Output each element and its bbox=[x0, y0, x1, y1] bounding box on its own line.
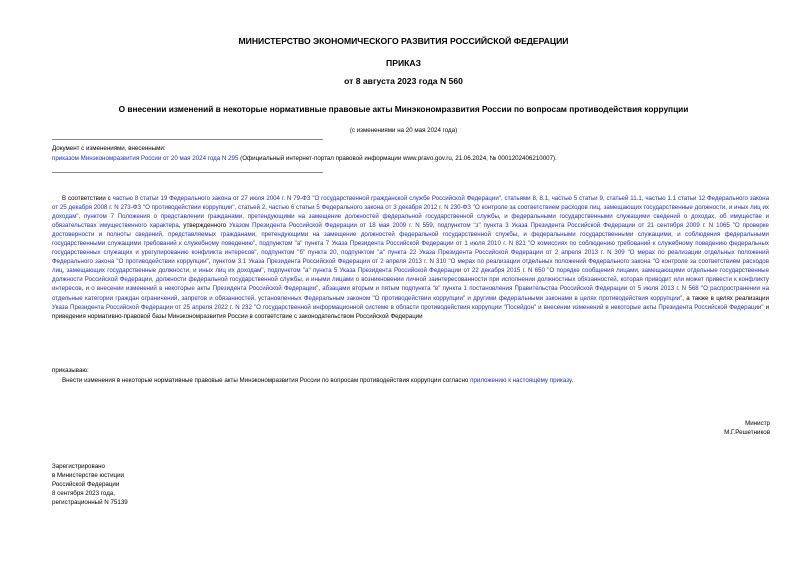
decree-232-link[interactable]: Указа Президента Российской Федерации от 25 апреля 2022 г. N 232 "О государственной информационной системе в области противодействия коррупции "Посейдон" и внесении изменений в некоторые акты Президента Российской Федерации" bbox=[52, 303, 764, 311]
registration-line: регистрационный N 75139 bbox=[52, 499, 128, 506]
preamble-text: , bbox=[208, 258, 213, 266]
revision-note: (с изменениями на 20 мая 2024 года) bbox=[349, 127, 458, 134]
decision-paragraph bbox=[62, 377, 573, 384]
preamble-text: В соответствии с bbox=[62, 195, 113, 202]
registration-line: Российской Федерации bbox=[52, 481, 120, 488]
decision-text: Внести изменения в некоторые нормативные правовые акты Минэкономразвития России по вопросам противодействия коррупции согласно bbox=[62, 377, 471, 384]
resolution-568-link[interactable]: абзацами вторым и пятым подпункта "в" пункта 1 постановления Правительства Российской Федерации от 5 июля 2013 г. N 568 "О распространении на отдельные категории граждан ограничений, запретов и обязанностей, установленных Федеральным законом "О противодействии коррупции" и другими федеральными законами в целях противодействия коррупции" bbox=[52, 285, 769, 302]
signature-block bbox=[660, 419, 770, 437]
signature-name: М.Г.Решетников bbox=[724, 429, 770, 436]
law-link[interactable]: частью 8 статьи 19 Федерального закона от 27 июля 2004 г. N 79-ФЗ "О государственной гражданской службе Российской Федерации", статьями 8, 8.1, частью 5 статьи 9, статьей 11.1, частью 1.1 статьи 12 Федерального закона от 25 декабря 2008 г. N 273-ФЗ "О противодействии коррупции", статьей 2, частью 6 статьи 5 Федерального закона от 3 декабря 2012 г. N 230-ФЗ "О контроле за соответствием расходов лиц, замещающих государственные должности, и иных лиц их доходам", пунктом 7 Положения о представлении гражданами, претендующими на замещение должностей федеральной государственной службы, и федеральными государственными служащими сведений о доходах, об имуществе и обязательствах имущественного характера bbox=[52, 195, 769, 230]
decree-1065-link[interactable]: подпунктом "з" пункта 3 Указа Президента Российской Федерации от 21 сентября 2009 г. N 1065 "О проверке достоверности и полноты сведений, представляемых гражданами, претендующими на замещение должностей федеральной государственной службы, и федеральными государственными служащими, и соблюдения федеральными государственными служащими требований к служебному поведению" bbox=[52, 222, 769, 248]
registration-line: 8 сентября 2023 года, bbox=[52, 490, 115, 497]
ministry-name: МИНИСТЕРСТВО ЭКОНОМИЧЕСКОГО РАЗВИТИЯ РОССИЙСКОЙ ФЕДЕРАЦИИ bbox=[238, 36, 569, 46]
amending-order-source: (Официальный интернет-портал правовой информации www.pravo.gov.ru, 21.06.2024, № 0001202406210007). bbox=[238, 155, 557, 162]
changes-line bbox=[52, 155, 557, 162]
decree-821-link[interactable]: подпунктом "а" пункта 7 Указа Президента Российской Федерации от 1 июля 2010 г. N 821 "О комиссиях по соблюдению требований к служебному поведению федеральных государственных служащих и урегулированию конфликта интересов" bbox=[52, 240, 769, 257]
registration-line: в Министерстве юстиции bbox=[52, 472, 125, 479]
changes-caption: Документ с изменениями, внесенными: bbox=[52, 145, 166, 152]
appendix-link[interactable]: приложению к настоящему приказу bbox=[470, 377, 572, 384]
decree-310-link[interactable]: пунктом 3.1 Указа Президента Российской Федерации от 2 апреля 2013 г. N 310 "О мерах по реализации отдельных положений Федерального закона "О контроле за соответствием расходов лиц, замещающих государственные должности, и иных лиц их доходам" bbox=[52, 258, 769, 275]
decision-end: . bbox=[571, 377, 574, 384]
amending-order-link[interactable]: приказом Минэкономразвития России от 20 мая 2024 года N 295 bbox=[52, 155, 239, 162]
preamble-text: , bbox=[263, 267, 268, 275]
decree-309-link[interactable]: подпунктом "б" пункта 20, подпунктом "а" пункта 22 Указа Президента Российской Федерации от 2 апреля 2013 г. N 309 "О мерах по реализации отдельных положений Федерального закона "О противодействии коррупции" bbox=[52, 249, 769, 266]
document-type: ПРИКАЗ bbox=[386, 58, 421, 68]
document-title: О внесении изменений в некоторые нормативные правовые акты Минэкономразвития России по вопросам противодействия коррупции bbox=[118, 104, 689, 114]
preamble-text: и приведения нормативно-правовой базы Минэкономразвития России в соответствие с законодательством Российской Федерации bbox=[52, 303, 769, 320]
preamble-text: , bbox=[255, 240, 260, 248]
preamble-text: , bbox=[256, 249, 262, 257]
preamble-text: , утвержденного bbox=[178, 222, 230, 230]
preamble bbox=[52, 194, 769, 321]
preamble-text: , bbox=[318, 285, 323, 293]
registration-line: Зарегистрировано bbox=[52, 463, 105, 470]
signature-position: Министр bbox=[745, 420, 770, 427]
divider-bottom bbox=[52, 172, 323, 173]
document-date: от 8 августа 2023 года N 560 bbox=[344, 76, 463, 86]
divider-top bbox=[52, 139, 323, 140]
registration-block bbox=[52, 462, 128, 507]
preamble-paragraph bbox=[52, 194, 769, 321]
preamble-text: , а также в целях реализации bbox=[682, 294, 769, 302]
preamble-text: , bbox=[432, 222, 438, 230]
decree-650-link[interactable]: подпунктом "а" пункта 5 Указа Президента Российской Федерации от 22 декабря 2015 г. N 650 "О порядке сообщения лицами, замещающими отдельные государственные должности Российской Федерации, должности федеральной государственной службы, и иными лицами о возникновении личной заинтересованности при исполнении должностных обязанностей, которая приводит или может привести к конфликту интересов, и о внесении изменений в некоторые акты Президента Российской Федерации" bbox=[52, 267, 769, 293]
decree-559-link[interactable]: Указом Президента Российской Федерации от 18 мая 2009 г. N 559 bbox=[229, 222, 433, 230]
orders-label: приказываю: bbox=[52, 367, 89, 374]
